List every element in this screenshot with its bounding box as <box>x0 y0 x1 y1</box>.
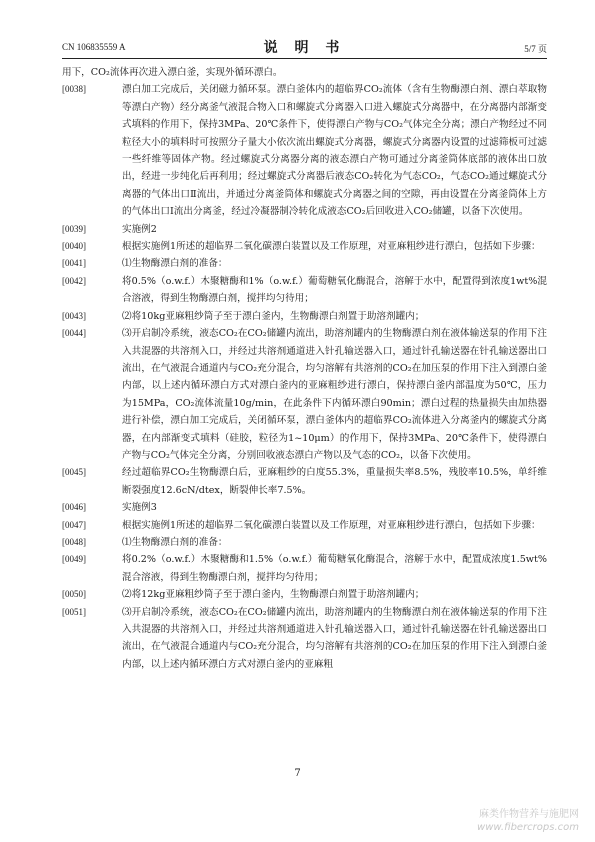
paragraph <box>62 273 547 308</box>
paragraph-text: ⑵将10kg亚麻粗纱筒子至于漂白釜内，生物酶漂白剂置于助溶剂罐内； <box>122 310 425 322</box>
paragraph <box>62 604 547 674</box>
paragraph-continuation <box>62 64 547 81</box>
paragraph-text: ⑶开启制冷系统，液态CO₂在CO₂储罐内流出，助溶剂罐内的生物酶漂白剂在液体输送泵的作用下注入共混器的共溶剂入口，并经过共溶剂通道进入针孔输送器入口，通过针孔输送器在针孔输送器出口流出，在气液混合通道内与CO₂充分混合，均匀溶解有共溶剂的CO₂在加压泵的作用下注入到漂白釜内部，以上述内循环漂白方式对漂白釜内的亚麻粗纱进行漂白，保持漂白釜内部温度为50℃，压力为15MPa，CO₂流体流量10g/min，在此条件下内循环漂白90min；漂白过程的热量损失由加热器进行补偿，漂白加工完成后，关闭循环泵，漂白釜体内的超临界CO₂流体进入分离釜内的螺旋式分离器，在内部渐变式填料（硅胶，粒径为1~10μm）的作用下，保持3MPa、20℃条件下，使得漂白产物与CO₂气体完全分离，分别回收液态漂白产物以及气态的CO₂，以备下次使用。 <box>122 328 547 461</box>
paragraph <box>62 551 547 586</box>
paragraph-text: 经过超临界CO₂生物酶漂白后，亚麻粗纱的白度55.3%，重量损失率8.5%，残胶率10.5%，单纤维断裂强度12.6cN/dtex，断裂伸长率7.5%。 <box>122 467 547 496</box>
paragraph-number: [0038] <box>62 84 86 95</box>
paragraph-text: 实施例3 <box>122 502 157 514</box>
paragraph-text: 漂白加工完成后，关闭磁力循环泵。漂白釜体内的超临界CO₂流体（含有生物酶漂白剂、漂白萃取物等漂白产物）经分离釜气液混合物入口和螺旋式分离器入口进入螺旋式分离器中，在分离器内部渐变式填料的作用下，保持3MPa、20℃条件下，使得漂白产物与CO₂气体完全分离；漂白产物经过不同粒径大小的填料时可按照分子量大小依次流出螺旋式分离器，螺旋式分离器内设置的过滤筛板可过滤一些纤维等固体产物。经过螺旋式分离器分离的液态漂白产物可通过分离釜筒体底部的液体出口放出，经进一步纯化后再利用；经过螺旋式分离器后液态CO₂转化为气态CO₂，气态CO₂通过螺旋式分离器的气体出口Ⅱ流出，并通过分离釜筒体和螺旋式分离器之间的空隙，再由设置在分离釜筒体上方的气体出口Ⅰ流出分离釜，经过冷凝器制冷转化成液态CO₂后回收进入CO₂储罐，以备下次使用。 <box>122 84 547 218</box>
paragraph-text: ⑴生物酶漂白剂的准备： <box>122 258 228 270</box>
paragraph <box>62 238 547 255</box>
paragraph-number: [0047] <box>62 519 86 530</box>
site-watermark <box>477 808 579 834</box>
paragraph-number: [0044] <box>62 328 86 339</box>
document-title: 说 明 书 <box>263 40 346 56</box>
watermark-url: www.fibercrops.com <box>477 822 579 833</box>
paragraph-number: [0045] <box>62 467 86 478</box>
paragraph-text: ⑶开启制冷系统，液态CO₂在CO₂储罐内流出，助溶剂罐内的生物酶漂白剂在液体输送泵的作用下注入共混器的共溶剂入口，并经过共溶剂通道进入针孔输送器入口，通过针孔输送器在针孔输送器出口流出，在气液混合通道内与CO₂充分混合，均匀溶解有共溶剂的CO₂在加压泵的作用下注入到漂白釜内部，以上述内循环漂白方式对漂白釜内的亚麻粗 <box>122 606 547 670</box>
paragraph-text: 根据实施例1所述的超临界二氧化碳漂白装置以及工作原理，对亚麻粗纱进行漂白，包括如下步骤： <box>122 241 541 253</box>
paragraph-text: 将0.5%（o.w.f.）木聚糖酶和1%（o.w.f.）葡萄糖氧化酶混合，溶解于水中，配置得到浓度1wt%混合溶液，得到生物酶漂白剂，搅拌均匀待用； <box>122 275 547 305</box>
paragraph-number: [0042] <box>62 275 86 286</box>
paragraph-number: [0039] <box>62 223 86 234</box>
paragraph-number: [0050] <box>62 589 86 600</box>
paragraph-text: ⑵将12kg亚麻粗纱筒子至于漂白釜内，生物酶漂白剂置于助溶剂罐内； <box>122 589 425 601</box>
paragraph-text: 将0.2%（o.w.f.）木聚糖酶和1.5%（o.w.f.）葡萄糖氧化酶混合，溶解于水中，配置成浓度1.5wt%混合溶液，得到生物酶漂白剂，搅拌均匀待用； <box>122 554 547 583</box>
paragraph <box>62 308 547 325</box>
paragraph-number: [0048] <box>62 536 86 547</box>
paragraph <box>62 81 547 220</box>
paragraph <box>62 586 547 603</box>
paragraph-number: [0040] <box>62 241 86 252</box>
paragraph <box>62 221 547 238</box>
paragraph-text: ⑴生物酶漂白剂的准备： <box>122 536 228 548</box>
paragraph <box>62 534 547 551</box>
paragraph <box>62 517 547 534</box>
watermark-title: 麻类作物营养与施肥网 <box>479 809 579 820</box>
paragraph <box>62 255 547 272</box>
paragraph-text: 实施例2 <box>122 223 157 235</box>
paragraph-text: 用下，CO₂流体再次进入漂白釜，实现外循环漂白。 <box>62 67 283 78</box>
paragraph-text: 根据实施例1所述的超临界二氧化碳漂白装置以及工作原理，对亚麻粗纱进行漂白，包括如下步骤： <box>122 519 541 531</box>
paragraph-number: [0051] <box>62 606 86 617</box>
document-body <box>62 64 547 673</box>
publication-number: CN 106835559 A <box>62 42 126 52</box>
page-number: 7 <box>294 768 301 779</box>
page-indicator: 5/7 页 <box>524 44 547 54</box>
paragraph <box>62 499 547 516</box>
paragraph-number: [0046] <box>62 502 86 513</box>
paragraph-number: [0049] <box>62 554 86 565</box>
paragraph-number: [0043] <box>62 310 86 321</box>
page-header <box>62 36 547 59</box>
paragraph <box>62 325 547 464</box>
paragraph <box>62 464 547 499</box>
paragraph-number: [0041] <box>62 258 86 269</box>
